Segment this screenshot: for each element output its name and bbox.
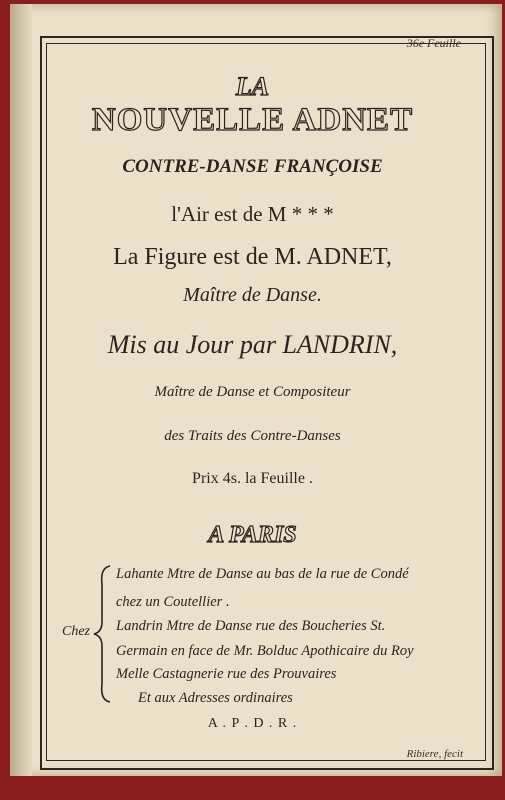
title-main: NOUVELLE ADNET [91, 102, 414, 138]
address-line: Et aux Adresses ordinaires [138, 690, 293, 706]
address-line: Melle Castagnerie rue des Prouvaires [116, 666, 337, 682]
sheet-number: 36e Feuille [406, 36, 461, 50]
maitre-title: Maître de Danse. [183, 284, 322, 306]
address-line: chez un Coutellier . [116, 594, 230, 610]
title-article: LA [235, 72, 270, 101]
address-line: Landrin Mtre de Danse rue des Boucheries St. [116, 618, 386, 634]
publisher-role-continued: des Traits des Contre-Danses [164, 428, 341, 444]
publisher-role: Maître de Danse et Compositeur [154, 384, 351, 400]
address-line: Lahante Mtre de Danse au bas de la rue de Condé [116, 566, 409, 582]
address-line: Germain en face de Mr. Bolduc Apothicaire du Roy [116, 643, 414, 659]
city-heading: A PARIS [208, 522, 297, 548]
privilege-mark: A . P . D . R . [207, 716, 298, 731]
figure-credit: La Figure est de M. ADNET, [113, 244, 392, 270]
chez-label: Chez [62, 624, 90, 639]
publisher-credit: Mis au Jour par LANDRIN, [107, 330, 398, 359]
air-credit: l'Air est de M * * * [171, 202, 334, 226]
address-brace [92, 564, 114, 704]
title-subtitle: CONTRE-DANSE FRANÇOISE [122, 156, 383, 177]
price-line: Prix 4s. la Feuille . [192, 470, 313, 487]
engraver-signature: Ribiere, fecit [406, 748, 463, 760]
